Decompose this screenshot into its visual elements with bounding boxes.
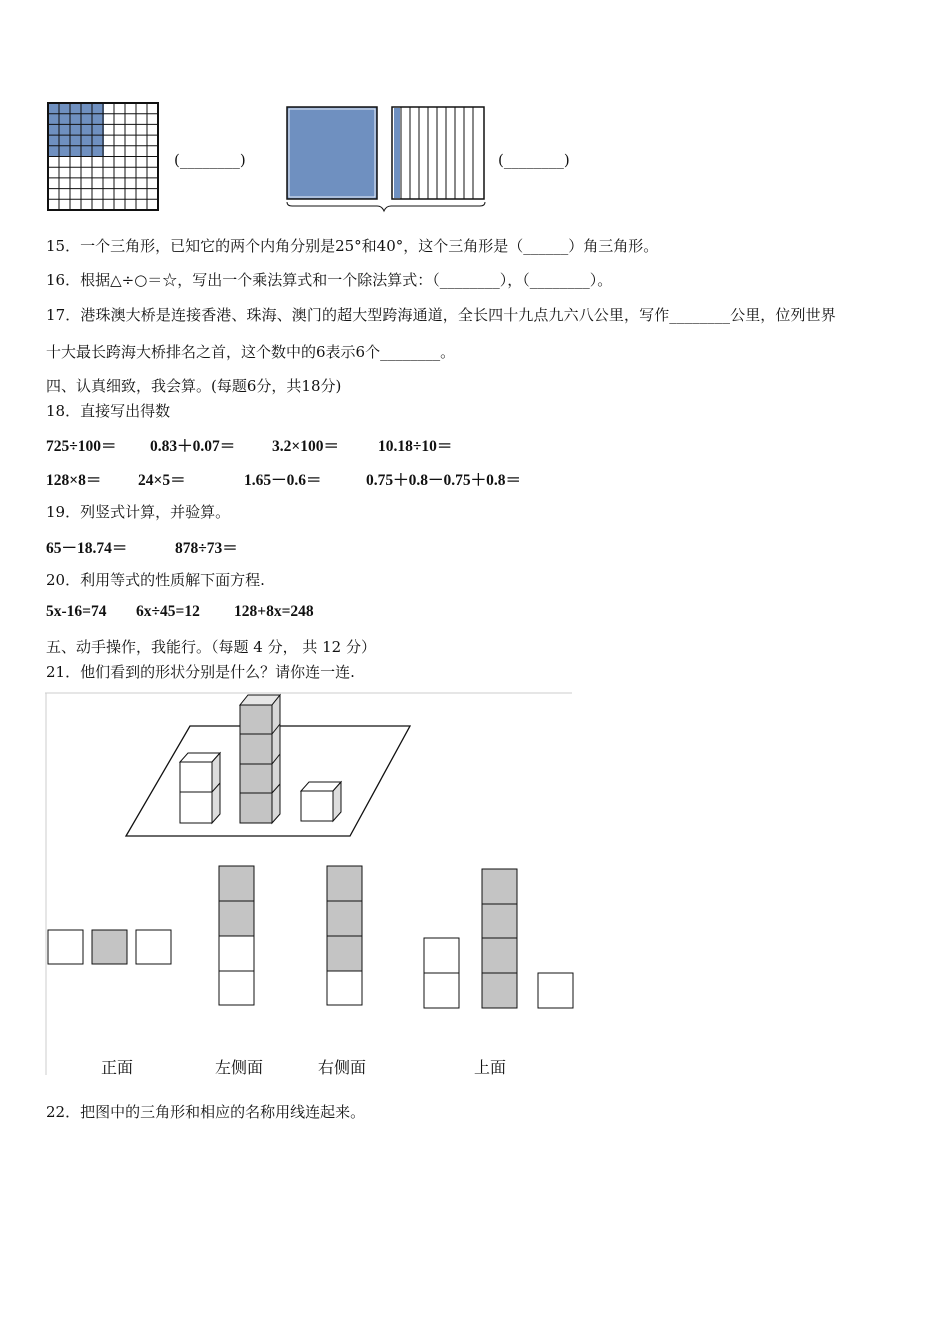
section-5-heading: 五、动手操作，我能行。（每题 4 分， 共 12 分） [46, 638, 376, 656]
view-top [424, 869, 573, 1008]
answer-blank-grid[interactable]: (________) [174, 151, 246, 169]
view-front [48, 930, 171, 964]
equation-20-2: 6x÷45=12 [136, 603, 200, 620]
label-front: 正面 [101, 1058, 134, 1077]
equation-20-3: 128+8x=248 [234, 603, 314, 620]
calc-18-6: 24×5＝ [138, 472, 186, 489]
calc-18-4: 10.18÷10＝ [378, 438, 453, 455]
question-16: 16．根据△÷○＝☆，写出一个乘法算式和一个除法算式：（________），（________）。 [46, 271, 613, 289]
question-21: 21．他们看到的形状分别是什么？请你连一连. [46, 663, 355, 681]
calc-18-5: 128×8＝ [46, 472, 102, 489]
question-15: 15．一个三角形，已知它的两个内角分别是25°和40°，这个三角形是（______）角三角形。 [46, 237, 659, 255]
calc-18-7: 1.65－0.6＝ [244, 472, 322, 489]
calc-19-2: 878÷73＝ [175, 540, 238, 557]
cube-stack-left [180, 753, 220, 823]
question-17-line-2: 十大最长跨海大桥排名之首，这个数中的6表示6个________。 [46, 343, 456, 361]
question-22: 22．把图中的三角形和相应的名称用线连起来。 [46, 1103, 366, 1121]
calc-18-3: 3.2×100＝ [272, 438, 339, 455]
view-left-side [219, 866, 254, 1005]
calc-19-1: 65－18.74＝ [46, 540, 128, 557]
answer-blank-blocks[interactable]: (________) [498, 151, 570, 169]
question-17-line-1: 17．港珠澳大桥是连接香港、珠海、澳门的超大型跨海通道，全长四十九点九六八公里，写作________公里，位列世界 [46, 306, 836, 324]
equation-20-1: 5x-16=74 [46, 603, 107, 620]
section-4-heading: 四、认真细致，我会算。(每题6分，共18分) [46, 377, 342, 395]
question-19: 19．列竖式计算，并验算。 [46, 503, 231, 521]
blocks-and-rods-figure [282, 104, 492, 216]
question-20: 20．利用等式的性质解下面方程. [46, 571, 265, 589]
calc-18-2: 0.83＋0.07＝ [150, 438, 236, 455]
calc-18-1: 725÷100＝ [46, 438, 117, 455]
label-top: 上面 [474, 1058, 507, 1077]
cube-single-right [301, 782, 341, 821]
view-right-side [327, 866, 362, 1005]
label-right-side: 右侧面 [318, 1058, 367, 1077]
label-left-side: 左侧面 [215, 1058, 264, 1077]
three-view-figure [44, 690, 576, 1080]
hundred-grid-figure [44, 100, 164, 215]
question-18: 18．直接写出得数 [46, 402, 171, 420]
cube-stack-middle [240, 695, 280, 823]
calc-18-8: 0.75＋0.8－0.75＋0.8＝ [366, 472, 522, 489]
